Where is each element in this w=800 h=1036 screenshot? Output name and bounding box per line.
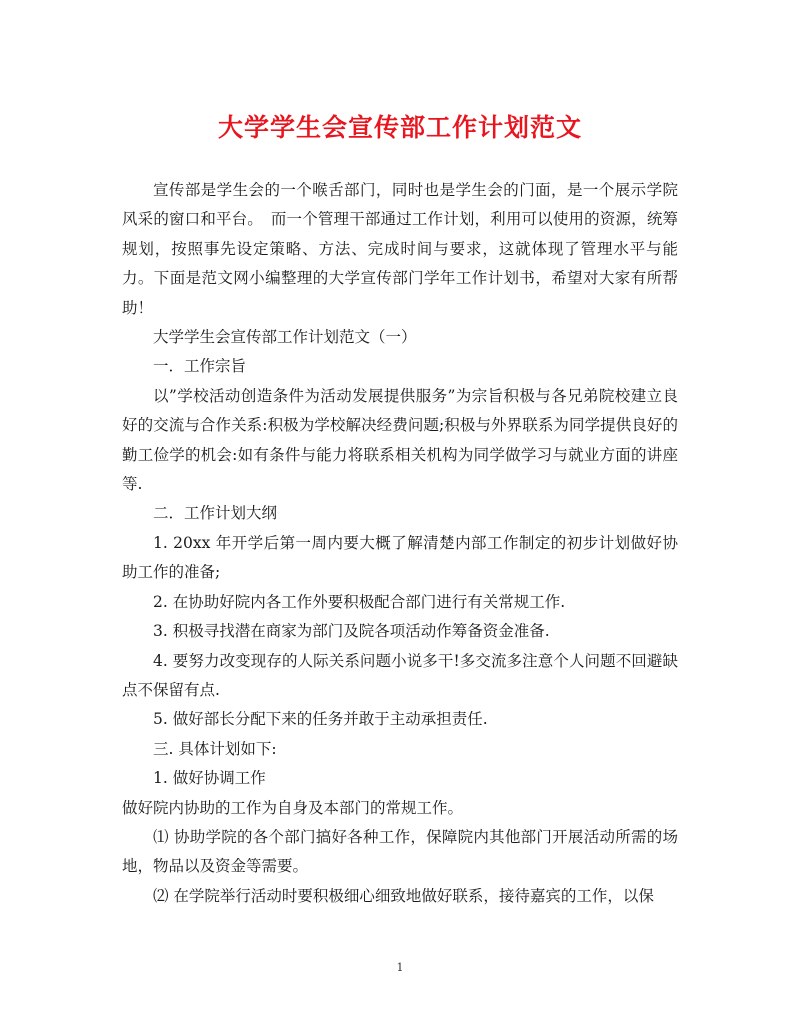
outline-item: 5. 做好部长分配下来的任务并敢于主动承担责任.: [153, 710, 488, 729]
plan-paragraph: 做好院内协助的工作为自身及本部门的常规工作。: [122, 798, 464, 817]
plan-subitem: ⑵ 在学院举行活动时要积极细心细致地做好联系，接待嘉宾的工作，以保: [153, 886, 654, 905]
outline-item: 4. 要努力改变现存的人际关系问题小说多干!多交流多注意个人问题不回避缺点不保留有点.: [122, 651, 678, 699]
outline-item: 2. 在协助好院内各工作外要积极配合部门进行有关常规工作.: [153, 592, 566, 611]
purpose-paragraph: 以”学校活动创造条件为活动发展提供服务”为宗旨积极与各兄弟院校建立良好的交流与合作关系:积极为学校解决经费问题;积极与外界联系为同学提供良好的勤工俭学的机会:如有条件与能力将联系相关机构为同学做学习与就业方面的讲座等.: [122, 386, 678, 494]
outline-item: 3. 积极寻找潜在商家为部门及院各项活动作筹备资金准备.: [153, 622, 550, 641]
page-number: 1: [396, 961, 404, 974]
document-title: 大学学生会宣传部工作计划范文: [217, 113, 582, 142]
plan-subitem: ⑴ 协助学院的各个部门搞好各种工作，保障院内其他部门开展活动所需的场地，物品以及资金等需要。: [122, 827, 678, 876]
section-heading: 大学学生会宣传部工作计划范文（一）: [153, 328, 417, 347]
subheading-purpose: 一．工作宗旨: [153, 357, 247, 376]
document-body: [122, 176, 678, 911]
plan-item-heading: 1. 做好协调工作: [153, 769, 266, 788]
intro-paragraph: 宣传部是学生会的一个喉舌部门，同时也是学生会的门面，是一个展示学院风采的窗口和平台。 而一个管理干部通过工作计划，利用可以使用的资源，统筹规划，按照事先设定策略、方法、完成时间与要求，这就体现了管理水平与能力。下面是范文网小编整理的大学宣传部门学年工作计划书，希望对大家有所帮助！: [122, 181, 678, 317]
subheading-plan: 三. 具体计划如下:: [153, 739, 277, 758]
outline-item: 1. 20xx 年开学后第一周内要大概了解清楚内部工作制定的初步计划做好协助工作的准备;: [122, 533, 678, 582]
subheading-outline: 二．工作计划大纲: [153, 504, 278, 523]
